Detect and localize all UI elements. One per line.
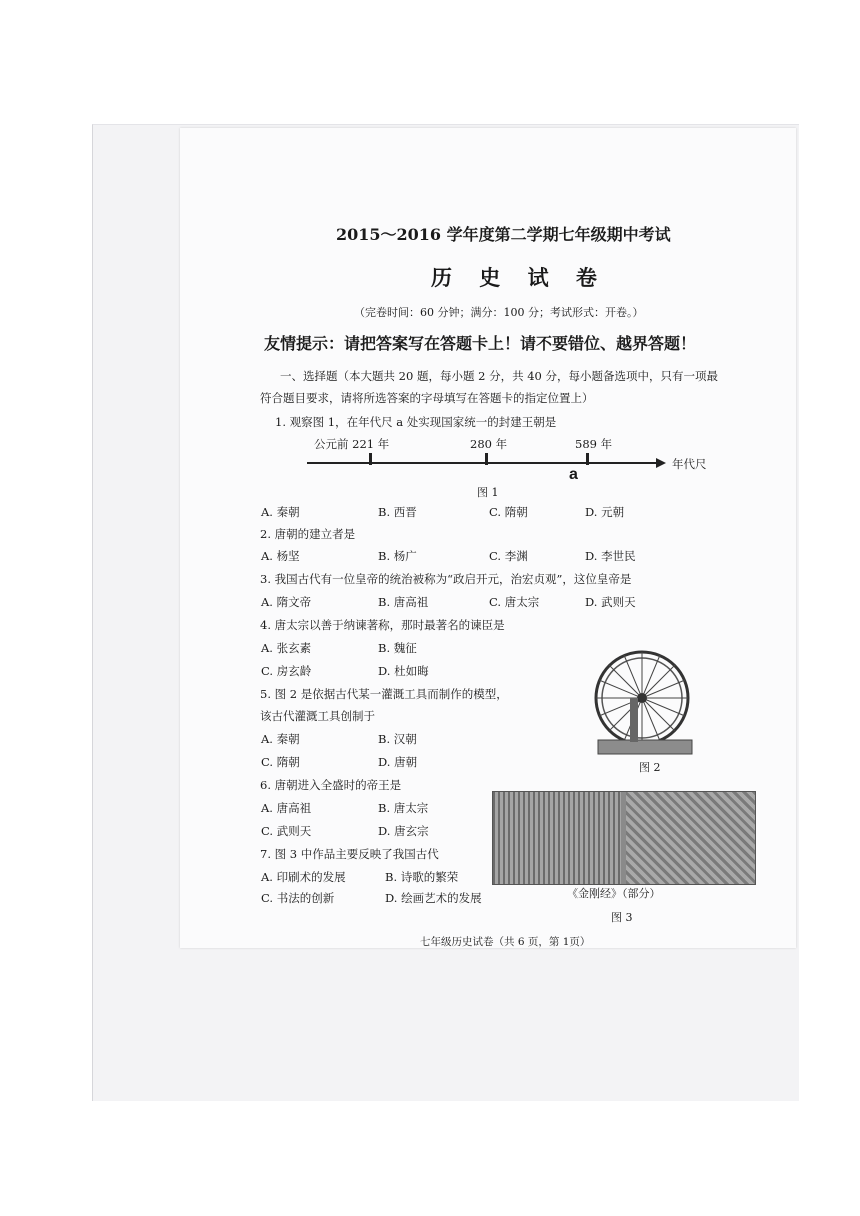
sutra-illustration-panel [626, 792, 755, 884]
q2-option-a: A. 杨坚 [261, 549, 300, 563]
q3-option-d: D. 武则天 [585, 595, 636, 609]
q7-option-c: C. 书法的创新 [261, 891, 335, 905]
q1-option-c: C. 隋朝 [489, 505, 528, 519]
exam-subject: 历 史 试 卷 [431, 265, 607, 290]
exam-info: （完卷时间：60 分钟；满分：100 分；考试形式：开卷。） [354, 306, 644, 319]
figure-3-subcaption: 《金刚经》（部分） [567, 887, 661, 900]
question-1-stem: 1. 观察图 1，在年代尺 a 处实现国家统一的封建王朝是 [275, 415, 557, 429]
q2-option-d: D. 李世民 [585, 549, 636, 563]
q4-option-d: D. 杜如晦 [378, 664, 429, 678]
q6-option-a: A. 唐高祖 [261, 801, 312, 815]
section-intro-line2: 符合题目要求，请将所选答案的字母填写在答题卡的指定位置上） [260, 391, 594, 405]
timeline-tick [586, 453, 589, 465]
timeline-label-589: 589 年 [575, 437, 613, 451]
q1-option-d: D. 元朝 [585, 505, 625, 519]
question-6-stem: 6. 唐朝进入全盛时的帝王是 [260, 778, 402, 792]
q3-option-a: A. 隋文帝 [261, 595, 312, 609]
q2-option-c: C. 李渊 [489, 549, 528, 563]
q5-option-c: C. 隋朝 [261, 755, 300, 769]
q4-option-c: C. 房玄龄 [261, 664, 312, 678]
figure-2-caption: 图 2 [639, 761, 661, 774]
q7-option-a: A. 印刷术的发展 [261, 870, 346, 884]
sutra-text-panel [493, 792, 621, 884]
exam-page [180, 128, 796, 948]
friendly-tip: 友情提示：请把答案写在答题卡上！请不要错位、越界答题！ [264, 334, 697, 353]
q5-option-a: A. 秦朝 [261, 732, 300, 746]
q1-option-b: B. 西晋 [378, 505, 417, 519]
waterwheel-figure [590, 648, 700, 758]
figure-3-caption: 图 3 [611, 911, 633, 924]
timeline-tick [485, 453, 488, 465]
question-7-stem: 7. 图 3 中作品主要反映了我国古代 [260, 847, 439, 861]
q3-option-b: B. 唐高祖 [378, 595, 429, 609]
timeline-axis [307, 462, 657, 464]
q6-option-b: B. 唐太宗 [378, 801, 429, 815]
question-4-stem: 4. 唐太宗以善于纳谏著称，那时最著名的谏臣是 [260, 618, 505, 632]
q5-option-b: B. 汉朝 [378, 732, 417, 746]
q3-option-c: C. 唐太宗 [489, 595, 540, 609]
question-3-stem: 3. 我国古代有一位皇帝的统治被称为“政启开元，治宏贞观”，这位皇帝是 [260, 572, 632, 586]
q7-option-b: B. 诗歌的繁荣 [385, 870, 459, 884]
question-2-stem: 2. 唐朝的建立者是 [260, 527, 356, 541]
question-5-stem: 5. 图 2 是依据古代某一灌溉工具而制作的模型， [260, 687, 508, 701]
page-footer: 七年级历史试卷（共 6 页，第 1页） [420, 936, 591, 948]
timeline-marker-a: a [569, 466, 578, 483]
q4-option-b: B. 魏征 [378, 641, 417, 655]
timeline-axis-label: 年代尺 [672, 457, 707, 471]
diamond-sutra-figure [492, 791, 756, 885]
section-intro-line1: 一、选择题（本大题共 20 题，每小题 2 分，共 40 分，每小题备选项中，只有一项最 [280, 369, 719, 383]
q6-option-c: C. 武则天 [261, 824, 312, 838]
q5-option-d: D. 唐朝 [378, 755, 418, 769]
q6-option-d: D. 唐玄宗 [378, 824, 429, 838]
timeline-arrow-icon [656, 458, 666, 468]
question-5-stem-line2: 该古代灌溉工具创制于 [260, 709, 375, 723]
timeline-tick [369, 453, 372, 465]
timeline-label-280: 280 年 [470, 437, 508, 451]
q2-option-b: B. 杨广 [378, 549, 417, 563]
figure-1-caption: 图 1 [477, 486, 499, 499]
timeline-label-221bc: 公元前 221 年 [314, 437, 390, 451]
q1-option-a: A. 秦朝 [261, 505, 300, 519]
exam-title: 2015～2016 学年度第二学期七年级期中考试 [336, 225, 671, 244]
q7-option-d: D. 绘画艺术的发展 [385, 891, 482, 905]
q4-option-a: A. 张玄素 [261, 641, 312, 655]
